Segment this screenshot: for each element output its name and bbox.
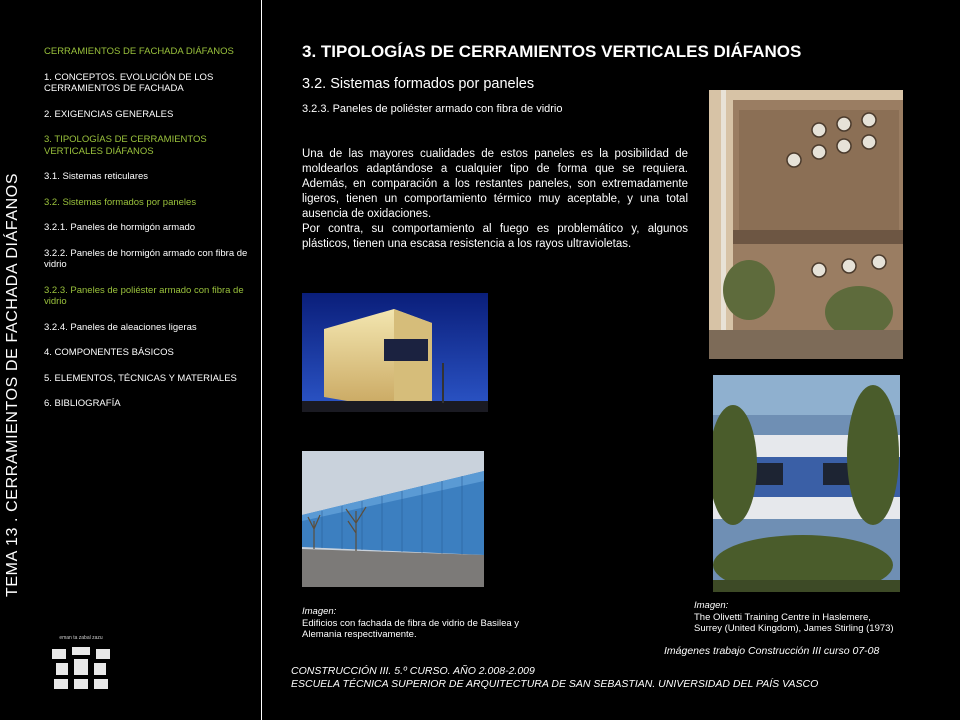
caption-right-label: Imagen: [694,600,729,611]
logo-motto: eman ta zabal zazu [59,635,103,641]
toc-item[interactable]: 3.2.4. Paneles de aleaciones ligeras [44,321,197,333]
page-title: 3. TIPOLOGÍAS DE CERRAMIENTOS VERTICALES DIÁFANOS [302,42,802,61]
body-text [302,147,688,252]
toc-item[interactable]: 5. ELEMENTOS, TÉCNICAS Y MATERIALES [44,372,237,384]
toc-item[interactable]: 3.2.3. Paneles de poliéster armado con fibra de vidrio [44,284,244,307]
footer [291,665,818,691]
photo-basilea-building [302,293,488,412]
section-subtitle: 3.2. Sistemas formados por paneles [302,76,535,92]
toc-item[interactable]: 3.1. Sistemas reticulares [44,171,149,182]
vertical-topic-title: TEMA 13 . CERRAMIENTOS DE FACHADA DIÁFANOS [4,172,21,597]
table-of-contents [44,46,262,424]
toc-item[interactable]: 3. TIPOLOGÍAS DE CERRAMIENTOS VERTICALES DIÁFANOS [44,134,207,157]
toc-item[interactable]: 3.2.1. Paneles de hormigón armado [44,222,196,233]
toc-item[interactable]: 2. EXIGENCIAS GENERALES [44,108,174,120]
caption-left-text: Edificios con fachada de fibra de vidrio de Basilea y Alemania respectivamente. [302,617,520,640]
footer-course: CONSTRUCCIÓN III. 5.º CURSO. AÑO 2.008-2.009 [291,665,535,677]
paragraph-advantages: Una de las mayores cualidades de estos paneles es la posibilidad de moldearlos adaptándose a cualquier tipo de forma que se requiera. Además, en comparación a los restantes paneles, son extremadamente ligeros, tienen un comportamiento térmico muy aceptable, y una total ausencia de oxidaciones. [302,148,688,220]
caption-left-label: Imagen: [302,606,337,617]
toc-item[interactable]: 6. BIBLIOGRAFÍA [44,398,121,409]
toc-item[interactable]: 4. COMPONENTES BÁSICOS [44,347,174,358]
caption-right-line2: Surrey (United Kingdom), James Stirling (1973) [694,623,894,634]
university-logo [50,635,112,693]
image-credits: Imágenes trabajo Construcción III curso 07-08 [664,645,880,657]
toc-item[interactable]: 1. CONCEPTOS. EVOLUCIÓN DE LOS CERRAMIENTOS DE FACHADA [44,71,214,94]
caption-right [694,600,934,635]
toc-item[interactable]: CERRAMIENTOS DE FACHADA DIÁFANOS [44,46,234,57]
paragraph-drawbacks: Por contra, su comportamiento al fuego es problemático y, algunos plásticos, tienen una escasa resistencia a los rayos ultravioletas. [302,223,688,250]
caption-left [302,606,522,641]
caption-right-line1: The Olivetti Training Centre in Haslemere, [694,611,871,623]
toc-item[interactable]: 3.2. Sistemas formados por paneles [44,196,197,208]
subsection-title: 3.2.3. Paneles de poliéster armado con fibra de vidrio [302,103,563,115]
photo-germany-building [302,451,484,587]
toc-item[interactable]: 3.2.2. Paneles de hormigón armado con fibra de vidrio [44,247,248,270]
footer-school: ESCUELA TÉCNICA SUPERIOR DE ARQUITECTURA DE SAN SEBASTIAN. UNIVERSIDAD DEL PAÍS VASCO [291,678,819,690]
university-logo-icon [50,645,112,691]
photo-olivetti-facade [709,90,903,359]
photo-olivetti-exterior [713,375,900,592]
